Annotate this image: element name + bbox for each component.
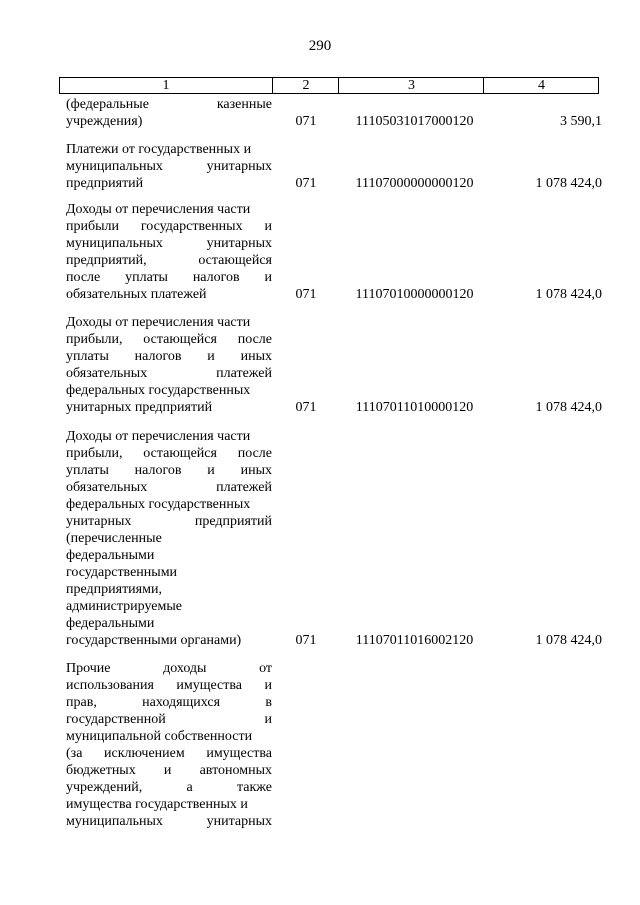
description-word: (федеральные bbox=[66, 97, 149, 112]
description-line bbox=[66, 235, 272, 252]
description-word: после bbox=[237, 332, 272, 347]
description-word: остающейся bbox=[143, 446, 217, 461]
description-line bbox=[66, 331, 272, 348]
description-word: а bbox=[186, 780, 193, 795]
description-line bbox=[66, 598, 272, 615]
description-line bbox=[66, 513, 272, 530]
description-line bbox=[66, 286, 272, 303]
row-budget-code: 11107000000000120 bbox=[355, 176, 474, 191]
row-amount: 1 078 424,0 bbox=[535, 287, 602, 302]
description-word: от bbox=[259, 661, 272, 676]
description-line bbox=[66, 547, 272, 564]
description-word: и bbox=[163, 763, 172, 778]
description-word: обязательных bbox=[66, 480, 148, 495]
description-word: обязательных bbox=[66, 366, 148, 381]
description-line bbox=[66, 479, 272, 496]
description-line bbox=[66, 382, 272, 399]
description-word: федеральными bbox=[66, 548, 155, 563]
description-word: унитарных bbox=[206, 814, 272, 829]
row-description bbox=[66, 428, 272, 649]
description-word: прибыли bbox=[66, 219, 119, 234]
description-line bbox=[66, 677, 272, 694]
description-line bbox=[66, 399, 272, 416]
description-word: после bbox=[237, 446, 272, 461]
description-line bbox=[66, 269, 272, 286]
description-line bbox=[66, 428, 272, 445]
description-word: обязательных платежей bbox=[66, 287, 207, 302]
description-word: платежей bbox=[216, 480, 272, 495]
description-word: налогов bbox=[134, 463, 182, 478]
description-word: остающейся bbox=[143, 332, 217, 347]
row-admin-code: 071 bbox=[295, 287, 317, 302]
row-description bbox=[66, 660, 272, 830]
description-word: и bbox=[264, 712, 272, 727]
description-line bbox=[66, 445, 272, 462]
description-word: унитарных bbox=[206, 236, 272, 251]
description-word: в bbox=[265, 695, 272, 710]
description-word: остающейся bbox=[198, 253, 272, 268]
row-description bbox=[66, 201, 272, 303]
description-word: имущества государственных и bbox=[66, 797, 248, 812]
row-budget-code: 11107011016002120 bbox=[355, 633, 474, 648]
description-word: федеральными bbox=[66, 616, 155, 631]
row-admin-code: 071 bbox=[295, 114, 317, 129]
description-word: предприятиями, bbox=[66, 582, 162, 597]
row-description bbox=[66, 141, 272, 192]
description-word: прав, bbox=[66, 695, 97, 710]
description-word: государственной bbox=[66, 712, 166, 727]
description-word: и bbox=[264, 678, 272, 693]
description-word: муниципальных bbox=[66, 236, 163, 251]
description-word: унитарных предприятий bbox=[66, 400, 213, 415]
description-line bbox=[66, 660, 272, 677]
description-word: (за bbox=[66, 746, 83, 761]
description-word: Доходы от перечисления части bbox=[66, 202, 251, 217]
row-admin-code: 071 bbox=[295, 633, 317, 648]
description-word: налогов bbox=[134, 349, 182, 364]
description-word: иных bbox=[240, 463, 272, 478]
description-word: государственными органами) bbox=[66, 633, 242, 648]
description-word: государственных bbox=[140, 219, 243, 234]
description-word: (перечисленные bbox=[66, 531, 162, 546]
description-line bbox=[66, 158, 272, 175]
description-line bbox=[66, 496, 272, 513]
row-budget-code: 11105031017000120 bbox=[355, 114, 474, 129]
description-line bbox=[66, 141, 272, 158]
description-word: и bbox=[207, 349, 215, 364]
header-col-3: 3 bbox=[338, 78, 484, 93]
description-word: налогов bbox=[192, 270, 240, 285]
description-word: администрируемые bbox=[66, 599, 182, 614]
row-amount: 1 078 424,0 bbox=[535, 633, 602, 648]
row-budget-code: 11107011010000120 bbox=[355, 400, 474, 415]
description-word: уплаты bbox=[125, 270, 168, 285]
description-word: после bbox=[66, 270, 101, 285]
description-word: и bbox=[264, 219, 272, 234]
description-word: Доходы от перечисления части bbox=[66, 429, 251, 444]
description-word: муниципальных bbox=[66, 814, 163, 829]
description-word: учреждений, bbox=[66, 780, 143, 795]
description-word: уплаты bbox=[66, 349, 109, 364]
description-line bbox=[66, 96, 272, 113]
header-col-2: 2 bbox=[272, 78, 339, 93]
description-line bbox=[66, 314, 272, 331]
page-number: 290 bbox=[308, 38, 332, 54]
description-word: уплаты bbox=[66, 463, 109, 478]
row-budget-code: 11107010000000120 bbox=[355, 287, 474, 302]
description-line bbox=[66, 728, 272, 745]
description-word: унитарных bbox=[66, 514, 132, 529]
description-line bbox=[66, 632, 272, 649]
description-line bbox=[66, 113, 272, 130]
description-word: Платежи от государственных и bbox=[66, 142, 252, 157]
description-line bbox=[66, 796, 272, 813]
description-word: исключением bbox=[104, 746, 185, 761]
row-admin-code: 071 bbox=[295, 400, 317, 415]
description-word: муниципальных bbox=[66, 159, 163, 174]
description-word: Прочие bbox=[66, 661, 111, 676]
row-description bbox=[66, 96, 272, 130]
description-word: и bbox=[207, 463, 215, 478]
description-line bbox=[66, 218, 272, 235]
description-word: также bbox=[236, 780, 272, 795]
header-col-4: 4 bbox=[483, 78, 599, 93]
description-line bbox=[66, 365, 272, 382]
description-word: учреждения) bbox=[66, 114, 143, 129]
description-line bbox=[66, 564, 272, 581]
description-word: федеральных государственных bbox=[66, 497, 251, 512]
description-line bbox=[66, 745, 272, 762]
row-amount: 1 078 424,0 bbox=[535, 176, 602, 191]
description-word: прибыли, bbox=[66, 332, 123, 347]
description-word: использования bbox=[66, 678, 154, 693]
description-line bbox=[66, 175, 272, 192]
table-header-row bbox=[59, 77, 599, 94]
description-word: казенные bbox=[216, 97, 272, 112]
description-word: муниципальной собственности bbox=[66, 729, 253, 744]
description-word: унитарных bbox=[206, 159, 272, 174]
description-word: государственными bbox=[66, 565, 178, 580]
description-word: платежей bbox=[216, 366, 272, 381]
description-word: иных bbox=[240, 349, 272, 364]
description-word: находящихся bbox=[142, 695, 221, 710]
description-line bbox=[66, 462, 272, 479]
description-line bbox=[66, 813, 272, 830]
row-description bbox=[66, 314, 272, 416]
description-word: доходы bbox=[163, 661, 207, 676]
description-word: Доходы от перечисления части bbox=[66, 315, 251, 330]
description-word: прибыли, bbox=[66, 446, 123, 461]
description-line bbox=[66, 779, 272, 796]
description-line bbox=[66, 530, 272, 547]
description-line bbox=[66, 762, 272, 779]
description-line bbox=[66, 694, 272, 711]
description-line bbox=[66, 581, 272, 598]
row-amount: 3 590,1 bbox=[560, 114, 602, 129]
description-word: федеральных государственных bbox=[66, 383, 251, 398]
row-amount: 1 078 424,0 bbox=[535, 400, 602, 415]
header-col-1: 1 bbox=[162, 78, 170, 93]
description-word: автономных bbox=[199, 763, 272, 778]
description-word: имущества bbox=[176, 678, 243, 693]
description-word: предприятий, bbox=[66, 253, 147, 268]
description-word: и bbox=[264, 270, 272, 285]
description-line bbox=[66, 348, 272, 365]
description-word: имущества bbox=[206, 746, 272, 761]
description-line bbox=[66, 201, 272, 218]
description-word: бюджетных bbox=[66, 763, 136, 778]
description-word: предприятий bbox=[66, 176, 144, 191]
description-word: предприятий bbox=[194, 514, 272, 529]
row-admin-code: 071 bbox=[295, 176, 317, 191]
description-line bbox=[66, 711, 272, 728]
description-line bbox=[66, 615, 272, 632]
description-line bbox=[66, 252, 272, 269]
